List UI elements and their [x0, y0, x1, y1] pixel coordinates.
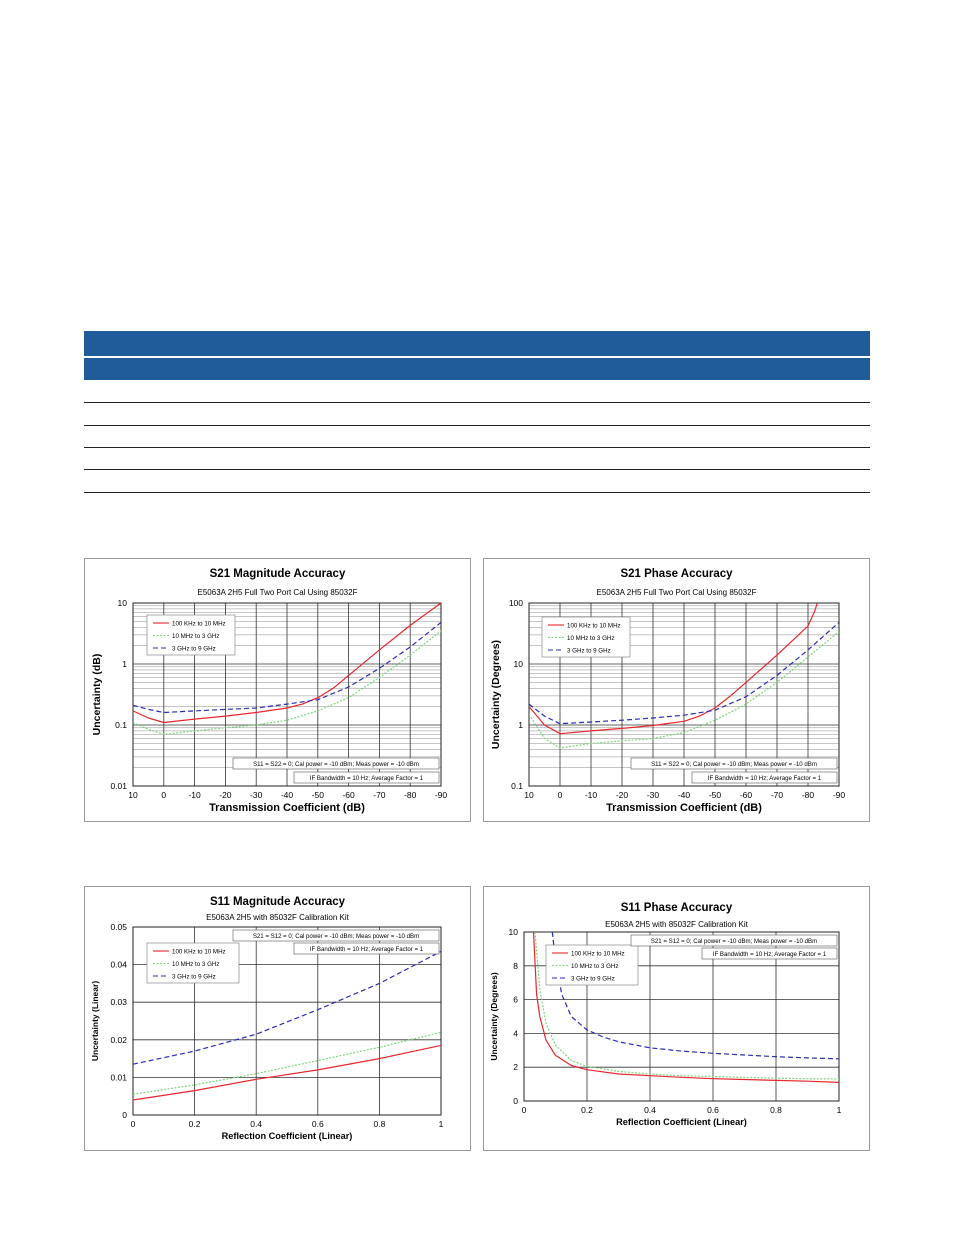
y-tick-label: 0.1 [115, 720, 127, 730]
chart-title: S11 Magnitude Accuracy [209, 896, 346, 908]
x-tick-label: -70 [770, 790, 784, 800]
chart-subtitle: E5063A 2H5 with 85032F Calibration Kit [605, 920, 748, 929]
x-axis-label: Transmission Coefficient (dB) [209, 802, 365, 814]
x-tick-label: -70 [373, 790, 386, 800]
series-line-red [133, 1045, 441, 1100]
y-axis-label: Uncertainty (dB) [91, 653, 103, 736]
y-tick-label: 10 [508, 927, 518, 937]
x-tick-label: 0 [161, 790, 167, 800]
y-tick-label: 0.05 [110, 922, 127, 932]
table-rule [84, 469, 870, 470]
y-tick-label: 10 [117, 598, 127, 608]
chart-title: S21 Magnitude Accuracy [209, 568, 346, 580]
legend-label: 3 GHz to 9 GHz [571, 975, 615, 983]
chart-subtitle: E5063A 2H5 with 85032F Calibration Kit [206, 913, 349, 922]
chart-title: S21 Phase Accuracy [620, 568, 733, 580]
y-tick-label: 0 [122, 1110, 127, 1120]
x-tick-label: 0.4 [250, 1119, 263, 1129]
x-tick-label: -10 [584, 790, 598, 800]
chart-title: S11 Phase Accuracy [620, 902, 733, 914]
y-tick-label: 6 [513, 994, 518, 1005]
x-tick-label: -30 [646, 790, 660, 800]
x-tick-label: 0.6 [311, 1119, 324, 1129]
annotation-text: IF Bandwidth = 10 Hz; Average Factor = 1 [707, 775, 822, 782]
chart-s21-phase [484, 559, 869, 821]
table-rule [84, 425, 870, 426]
x-tick-label: -10 [188, 790, 201, 800]
y-tick-label: 0.04 [110, 959, 127, 970]
x-tick-label: -80 [801, 790, 815, 800]
x-tick-label: -60 [342, 790, 355, 800]
x-tick-label: 0 [557, 790, 563, 800]
legend-label: 3 GHz to 9 GHz [172, 645, 216, 653]
x-tick-label: 1 [836, 1105, 842, 1115]
y-axis-label: Uncertainty (Linear) [90, 980, 100, 1062]
y-tick-label: 2 [513, 1062, 518, 1073]
chart-subtitle: E5063A 2H5 Full Two Port Cal Using 85032F [596, 588, 757, 597]
legend-label: 3 GHz to 9 GHz [567, 647, 611, 655]
x-tick-label: 10 [128, 790, 138, 800]
y-tick-label: 10 [513, 659, 523, 669]
legend-label: 3 GHz to 9 GHz [172, 973, 216, 981]
y-tick-label: 0.02 [110, 1034, 127, 1045]
chart-panel-s11-phase [483, 886, 870, 1151]
table-rule [84, 402, 870, 403]
chart-panel-s11-magnitude [84, 886, 471, 1151]
y-tick-label: 1 [122, 659, 127, 669]
annotation-text: S21 = S12 = 0; Cal power = -10 dBm; Meas power = -10 dBm [252, 933, 420, 940]
x-tick-label: 0 [521, 1105, 527, 1115]
x-tick-label: -20 [615, 790, 629, 800]
x-axis-label: Transmission Coefficient (dB) [606, 802, 762, 814]
y-tick-label: 0.01 [110, 781, 127, 791]
x-tick-label: -40 [280, 790, 294, 800]
x-axis-label: Reflection Coefficient (Linear) [616, 1117, 747, 1127]
x-axis-label: Reflection Coefficient (Linear) [221, 1131, 353, 1141]
y-tick-label: 0.03 [110, 997, 127, 1008]
x-tick-label: 0.4 [644, 1105, 656, 1115]
legend-label: 100 KHz to 10 MHz [172, 620, 226, 628]
series-line-green [133, 1032, 441, 1094]
chart-panel-s21-magnitude [84, 558, 471, 822]
annotation-text: S11 = S22 = 0; Cal power = -10 dBm; Meas power = -10 dBm [651, 761, 817, 768]
x-tick-label: 0.8 [770, 1105, 782, 1115]
y-axis-label: Uncertainty (Degrees) [490, 639, 502, 750]
table-header-bar-top [84, 331, 870, 356]
x-tick-label: -80 [404, 790, 417, 800]
y-axis-label: Uncertainty (Degrees) [489, 972, 499, 1061]
annotation-text: IF Bandwidth = 10 Hz; Average Factor = 1 [309, 775, 424, 782]
legend-label: 100 KHz to 10 MHz [571, 950, 625, 958]
x-tick-label: 0.2 [581, 1105, 593, 1115]
x-tick-label: 0 [130, 1119, 136, 1129]
y-tick-label: 4 [513, 1028, 518, 1039]
y-tick-label: 1 [518, 720, 523, 730]
annotation-text: IF Bandwidth = 10 Hz; Average Factor = 1 [712, 951, 827, 958]
chart-panel-s21-phase [483, 558, 870, 822]
legend-label: 10 MHz to 3 GHz [571, 963, 619, 970]
legend-label: 100 KHz to 10 MHz [172, 948, 226, 956]
legend-label: 10 MHz to 3 GHz [567, 635, 615, 642]
x-tick-label: -40 [677, 790, 691, 800]
x-tick-label: 1 [438, 1119, 444, 1129]
annotation-text: IF Bandwidth = 10 Hz; Average Factor = 1 [309, 946, 424, 953]
legend-label: 10 MHz to 3 GHz [172, 633, 220, 640]
x-tick-label: -90 [434, 790, 448, 800]
table-rule [84, 492, 870, 493]
legend-label: 10 MHz to 3 GHz [172, 961, 220, 968]
x-tick-label: 0.8 [373, 1119, 386, 1129]
annotation-text: S11 = S22 = 0; Cal power = -10 dBm; Meas power = -10 dBm [253, 761, 419, 768]
annotation-text: S21 = S12 = 0; Cal power = -10 dBm; Meas power = -10 dBm [650, 938, 818, 945]
x-tick-label: -50 [311, 790, 324, 800]
x-tick-label: 10 [524, 790, 534, 800]
y-tick-label: 0.1 [511, 781, 523, 791]
table-rule [84, 447, 870, 448]
y-tick-label: 8 [513, 960, 518, 971]
chart-subtitle: E5063A 2H5 Full Two Port Cal Using 85032F [197, 588, 358, 597]
x-tick-label: -20 [219, 790, 232, 800]
x-tick-label: -30 [250, 790, 263, 800]
x-tick-label: -50 [708, 790, 722, 800]
legend-label: 100 KHz to 10 MHz [567, 622, 621, 630]
x-tick-label: 0.2 [188, 1119, 201, 1129]
x-tick-label: -90 [832, 790, 846, 800]
x-tick-label: -60 [739, 790, 753, 800]
y-tick-label: 100 [508, 598, 523, 608]
chart-s11-magnitude [85, 887, 470, 1150]
chart-s11-phase [484, 887, 869, 1150]
chart-s21-magnitude [85, 559, 470, 821]
y-tick-label: 0 [513, 1096, 518, 1106]
table-header-bar-bottom [84, 358, 870, 380]
y-tick-label: 0.01 [110, 1072, 127, 1083]
x-tick-label: 0.6 [707, 1105, 719, 1115]
